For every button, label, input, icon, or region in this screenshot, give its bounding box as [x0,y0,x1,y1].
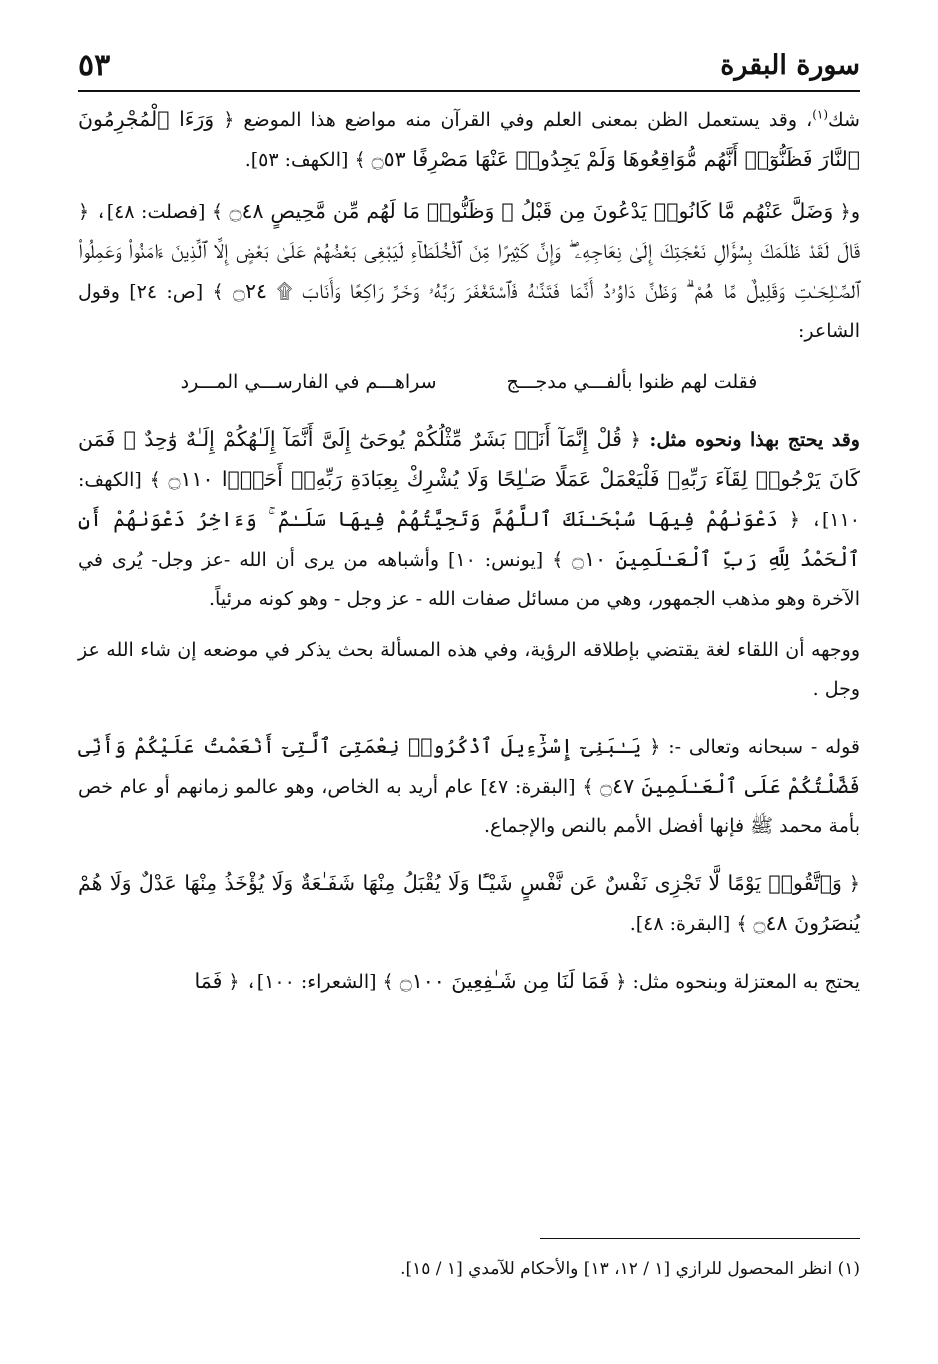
text-span: قوله - سبحانه وتعالى -: ﴿ [641,736,861,758]
paragraph-p1 [78,100,860,180]
text-span: ﴾ [الكهف: ١١٠]، ﴿ [78,469,860,531]
text-span: ﴿ [621,429,641,451]
quran-quote: يَـٰبَنِىٓ إِسْرَٰٓءِيلَ ٱذْكُرُوا۟ نِعْمَتِىَ ٱلَّتِىٓ أَنْعَمْتُ عَلَيْكُمْ وَأَنِّى فَضَّلْتُكُمْ عَلَى ٱلْعَـٰلَمِينَ ۝٤٧ [78,734,860,798]
main-text [78,100,860,1014]
quran-quote: قُلْ إِنَّمَآ أَنَا۠ بَشَرٌ مِّثْلُكُمْ يُوحَىٰٓ إِلَىَّ أَنَّمَآ إِلَـٰهُكُمْ إِلَـٰهٌ وَٰحِدٌ ۖ فَمَن كَانَ يَرْجُوا۟ لِقَآءَ رَبِّهِۦ فَلْيَعْمَلْ عَمَلًا صَـٰلِحًا وَلَا يُشْرِكْ بِعِبَادَةِ رَبِّهِۦٓ أَحَدًۢا ۝١١٠ [78,427,860,491]
paragraph-p4 [78,420,860,619]
text-span: ﴾ [الكهف: ٥٣]. [244,149,372,171]
text-span: شك [828,109,860,131]
quran-quote: وَرَءَا ٱلْمُجْرِمُونَ ٱلنَّارَ فَظَنُّوٓا۟ أَنَّهُم مُّوَاقِعُوهَا وَلَمْ يَجِدُوا۟ عَنْهَا مَصْرِفًا ۝٥٣ [78,107,860,171]
footnote: (١) انظر المحصول للرازي [١ / ١٢، ١٣] والأحكام للآمدي [١ / ١٥]. [400,1259,860,1279]
quran-quote: قَالَ لَقَدْ ظَلَمَكَ بِسُؤَالِ نَعْجَتِكَ إِلَىٰ نِعَاجِهِۦ ۖ وَإِنَّ كَثِيرًا مِّنَ ٱلْخُلَطَآءِ لَيَبْغِى بَعْضُهُمْ عَلَىٰ بَعْضٍ إِلَّا ٱلَّذِينَ ءَامَنُوا۟ وَعَمِلُوا۟ ٱلصَّـٰلِحَـٰتِ وَقَلِيلٌ مَّا هُمْ ۗ وَظَنَّ دَاوُۥدُ أَنَّمَا فَتَنَّـٰهُ فَٱسْتَغْفَرَ رَبَّهُۥ وَخَرَّ رَاكِعًا وَأَنَابَ ۩ ۝٢٤ [78,239,860,303]
paragraph-p8 [78,962,860,1002]
quran-quote: دَعْوَىٰهُمْ فِيهَا سُبْحَـٰنَكَ ٱللَّهُمَّ وَتَحِيَّتُهُمْ فِيهَا سَلَـٰمٌ ۚ وَءَاخِرُ دَعْوَىٰهُمْ أَنِ ٱلْحَمْدُ لِلَّهِ رَبِّ ٱلْعَـٰلَمِينَ ۝١٠ [78,507,860,571]
surah-title: سورة البقرة [720,49,860,81]
verse-hemistich: فقلت لهم ظنوا بألفـــي مدجـــج [506,371,758,393]
text-span: ﴿ [841,873,860,895]
verse-hemistich: سراهـــم في الفارســـي المـــرد [180,371,437,393]
quran-quote: فَمَا [194,969,223,993]
text-span: وقد يحتج بهذا ونحوه مثل: [640,429,860,451]
quran-quote: فَمَا لَنَا مِن شَـٰفِعِينَ ۝١٠٠ [399,969,610,993]
paragraph-p5 [78,631,860,709]
text-span: ﴾ [البقرة: ٤٨]. [629,913,754,935]
paragraph-p2 [78,192,860,351]
text-span: ، وقد يستعمل الظن بمعنى العلم وفي القرآن منه مواضع هذا الموضع ﴿ [214,109,813,131]
page-number: ٥٣ [78,47,111,83]
footnote-divider [540,1238,860,1239]
text-span: ووجهه أن اللقاء لغة يقتضي بإطلاقه الرؤية، وفي هذه المسألة بحث يذكر في موضعه إن شاء الله عز وجل . [78,639,860,700]
text-span: يحتج به المعتزلة وبنحوه مثل: ﴿ [609,971,860,993]
footnote-ref: (١) [812,107,829,122]
quran-quote: وَضَلَّ عَنْهُم مَّا كَانُوا۟ يَدْعُونَ مِن قَبْلُ ۖ وَظَنُّوا۟ مَا لَهُم مِّن مَّحِيصٍ ۝٤٨ [229,199,834,223]
text-span: ﴾ [الشعراء: ١٠٠]، ﴿ [222,971,400,993]
paragraph-p7 [78,864,860,944]
text-span: ﴾ [فصلت: ٤٨]، ﴿ [78,201,230,223]
text-span: ﴾ [البقرة: ٤٧] عام أريد به الخاص، وهو عالمو زمانهم أو عام خص بأمة محمد ﷺ فإنها أفضل الأمم بالنص والإجماع. [78,776,860,837]
quran-quote: وَٱتَّقُوا۟ يَوْمًا لَّا تَجْزِى نَفْسٌ عَن نَّفْسٍ شَيْـًٔا وَلَا يُقْبَلُ مِنْهَا شَفَـٰعَةٌ وَلَا يُؤْخَذُ مِنْهَا عَدْلٌ وَلَا هُمْ يُنصَرُونَ ۝٤٨ [78,871,860,935]
page-header [78,40,860,92]
paragraph-p6 [78,727,860,846]
text-span: ﴾ [يونس: ١٠] وأشباهه من يرى أن الله -عز وجل- يُرى في الآخرة وهو مذهب الجمهور، وهي من مسائل صفات الله - عز وجل - وهو كونه مرئياً. [78,549,860,610]
text-span: ﴾ [ص: ٢٤] وقول الشاعر: [78,281,860,342]
text-span: و﴿ [833,201,860,223]
poetry-verse [78,363,860,402]
